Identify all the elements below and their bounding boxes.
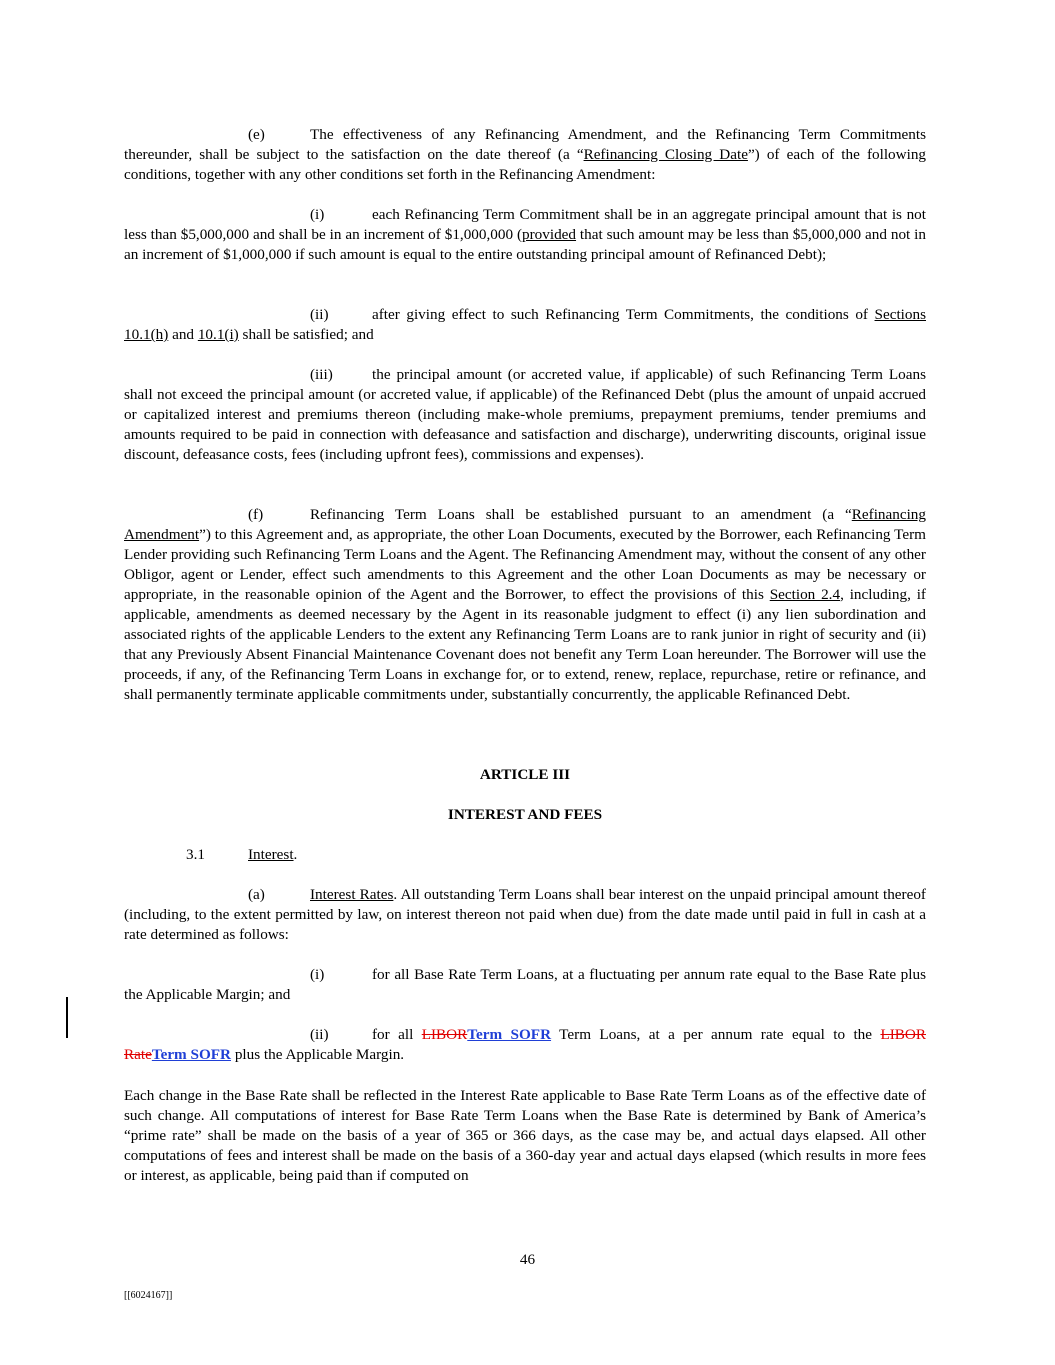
- paragraph-a-i: (i) for all Base Rate Term Loans, at a fluctuating per annum rate equal to the Base Rate plus the Applicable Margin; and: [124, 966, 926, 1003]
- article-title: INTEREST AND FEES: [447, 806, 603, 823]
- underlined-term: provided: [522, 226, 577, 243]
- deleted-text: LIBOR Rate: [124, 1026, 926, 1063]
- paragraph-label: (f): [248, 506, 264, 523]
- section-number: 3.1: [186, 846, 205, 863]
- page-number: 46: [519, 1251, 536, 1268]
- paragraph-label: (iii): [310, 366, 333, 383]
- paragraph-e: (e) The effectiveness of any Refinancing Amendment, and the Refinancing Term Commitments thereunder, shall be subject to the satisfaction on the date thereof (a “Refinancing Closing Date”) of each of the following conditions, together with any other conditions set forth in the Refinancing Amendment:: [124, 126, 927, 183]
- paragraph-f: (f) Refinancing Term Loans shall be established pursuant to an amendment (a “Refinancing Amendment”) to this Agreement and, as appropriate, the other Loan Documents, executed by the Borrower, each Refinancing Term Lender providing such Refinancing Term Loans and the Agent. The Refinancing Amendment may, without the consent of any other Obligor, agent or Lender, effect such amendments to this Agreement and the other Loan Documents as may be necessary or appropriate, in the reasonable opinion of the Agent and the Borrower, to effect the provisions of this Section 2.4, including, if applicable, amendments as deemed necessary by the Agent in its reasonable judgment to effect (i) any lien subordination and associated rights of the applicable Lenders to the extent any Refinancing Term Loans are to rank junior in right of security and (ii) that any Previously Absent Financial Maintenance Covenant does not benefit any Term Loan hereunder. The Borrower will use the proceeds, if any, of the Refinancing Term Loans in exchange for, or to extend, renew, replace, repurchase, retire or refinance, and shall permanently terminate applicable commitments under, substantially concurrently, the applicable Refinanced Debt.: [124, 506, 926, 703]
- paragraph-label: (e): [248, 126, 265, 143]
- document-id: [[6024167]]: [124, 1290, 173, 1301]
- paragraph-a-ii: (ii) for all LIBORTerm SOFR Term Loans, at a per annum rate equal to the LIBOR RateTerm SOFR plus the Applicable Margin.: [124, 1026, 926, 1063]
- paragraph-label: (ii): [310, 1026, 329, 1043]
- paragraph-label: (i): [310, 966, 325, 983]
- paragraph-e-i: (i) each Refinancing Term Commitment shall be in an aggregate principal amount that is not less than $5,000,000 and shall be in an increment of $1,000,000 (provided that such amount may be less than $5,000,000 and not in an increment of $1,000,000 if such amount is equal to the entire outstanding principal amount of Refinanced Debt);: [124, 206, 926, 263]
- paragraph-e-ii: (ii) after giving effect to such Refinancing Term Commitments, the conditions of Sections 10.1(h) and 10.1(i) shall be satisfied; and: [124, 306, 926, 343]
- paragraph-label: (ii): [310, 306, 329, 323]
- article-number: ARTICLE III: [479, 766, 571, 783]
- section-3-1-heading: 3.1 Interest.: [186, 846, 298, 863]
- defined-term: Refinancing Amendment: [124, 506, 926, 543]
- inserted-text: Term SOFR: [151, 1046, 232, 1063]
- paragraph-a: (a) Interest Rates. All outstanding Term Loans shall bear interest on the unpaid principal amount thereof (including, to the extent permitted by law, on interest thereon not paid when due) from the date made until paid in full in cash at a rate determined as follows:: [124, 886, 926, 943]
- inserted-text: Term SOFR: [467, 1026, 552, 1043]
- section-heading: Interest: [248, 846, 294, 863]
- defined-term: Refinancing Closing Date: [583, 146, 748, 163]
- paragraph-label: (a): [248, 886, 265, 903]
- change-bar: [66, 997, 68, 1038]
- paragraph-final: Each change in the Base Rate shall be reflected in the Interest Rate applicable to Base Rate Term Loans as of the effective date of such change. All computations of interest for Base Rate Term Loans when the Base Rate is determined by Bank of America’s “prime rate” shall be made on the basis of a year of 365 or 366 days, as the case may be, and actual days elapsed. All other computations of fees and interest shall be made on the basis of a 360-day year and actual days elapsed (which results in more fees or interest, as applicable, being paid than if computed on: [124, 1087, 926, 1184]
- section-reference: Section 2.4: [769, 586, 841, 603]
- deleted-text: LIBOR: [421, 1026, 468, 1043]
- section-reference: Sections 10.1(h): [124, 306, 926, 343]
- section-reference: 10.1(i): [197, 326, 239, 343]
- paragraph-label: (i): [310, 206, 325, 223]
- paragraph-e-iii: (iii) the principal amount (or accreted value, if applicable) of such Refinancing Term Loans shall not exceed the principal amount (or accreted value, if applicable) of the Refinanced Debt (plus the amount of unpaid accrued or capitalized interest and premiums thereon (including make-whole premiums, prepayment premiums, tender premiums and amounts required to be paid in connection with defeasance and satisfaction and discharge), underwriting discounts, original issue discount, defeasance costs, fees (including upfront fees), commissions and expenses).: [124, 366, 926, 463]
- paragraph-heading: Interest Rates: [310, 886, 394, 903]
